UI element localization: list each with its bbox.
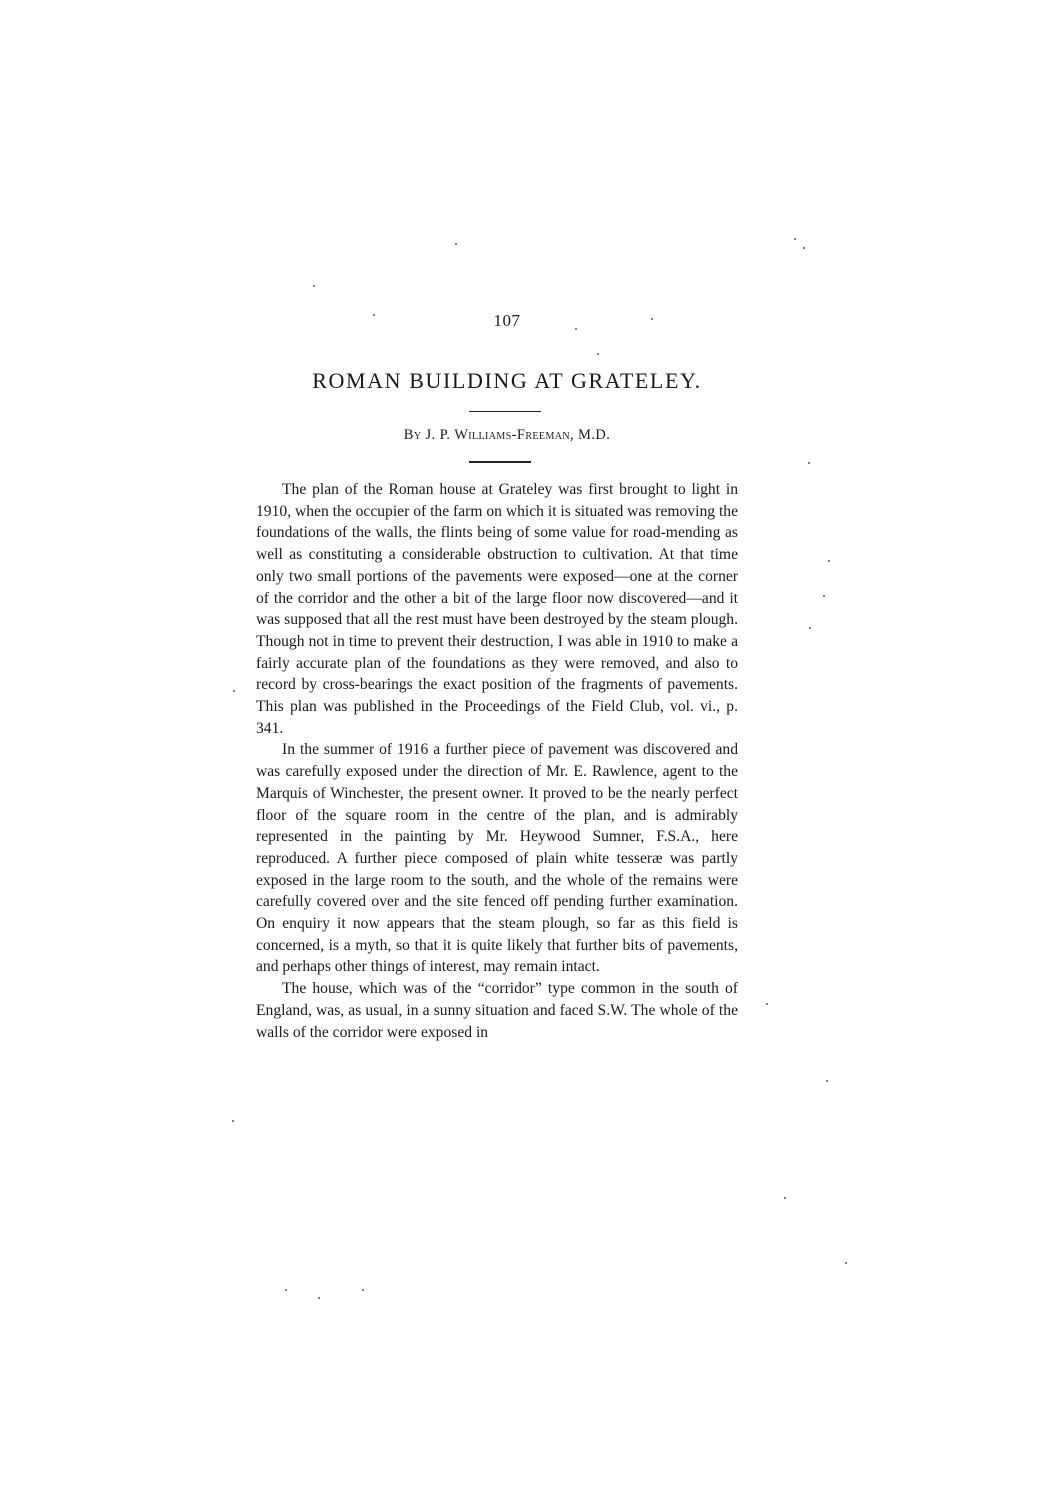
title-rule xyxy=(469,411,541,412)
scan-speck xyxy=(313,285,315,287)
scan-speck xyxy=(828,560,830,562)
scan-speck xyxy=(362,1289,364,1291)
scan-speck xyxy=(808,462,810,464)
scan-speck xyxy=(794,238,796,240)
scan-speck xyxy=(232,1120,234,1122)
scan-speck xyxy=(845,1262,847,1264)
scan-speck xyxy=(784,1197,786,1199)
byline-rule xyxy=(469,461,531,463)
scan-speck xyxy=(651,318,653,320)
paragraph: The plan of the Roman house at Grateley was first brought to light in 1910, when the occupier of the farm on which it is situated was removing the foundations of the walls, the flints being of some value for road-mending as well as constituting a considerable obstruction to cultivation. At that time only two small portions of the pavements were exposed—one at the corner of the corridor and the other a bit of the large floor now discovered—and it was supposed that all the rest must have been destroyed by the steam plough. Though not in time to prevent their destruction, I was able in 1910 to make a fairly accurate plan of the foundations as they were removed, and also to record by cross-bearings the exact position of the fragments of pavements. This plan was published in the Proceedings of the Field Club, vol. vi., p. 341. xyxy=(256,481,738,737)
scan-speck xyxy=(373,314,375,316)
byline-author: J. P. Williams-Freeman, M.D. xyxy=(425,427,611,443)
paragraph: In the summer of 1916 a further piece of pavement was discovered and was carefully exposed under the direction of Mr. E. Rawlence, agent to the Marquis of Winchester, the present owner. It proved to be the nearly perfect floor of the square room in the centre of the plan, and is admirably represented in the painting by Mr. Heywood Sumner, F.S.A., here reproduced. A further piece composed of plain white tesseræ was partly exposed in the large room to the south, and the whole of the remains were carefully covered over and the site fenced off pending further examination. On enquiry it now appears that the steam plough, so far as this field is concerned, is a myth, so that it is quite likely that further bits of pavements, and perhaps other things of interest, may remain intact. xyxy=(256,741,738,976)
scan-speck xyxy=(809,627,811,629)
scan-speck xyxy=(233,690,235,692)
scan-speck xyxy=(803,247,805,249)
article-title: ROMAN BUILDING AT GRATELEY. xyxy=(312,368,702,393)
page-number: 107 xyxy=(493,311,521,330)
scan-speck xyxy=(597,353,599,355)
scan-speck xyxy=(823,595,825,597)
byline-prefix: By xyxy=(403,427,422,443)
byline xyxy=(0,427,1014,444)
scan-speck xyxy=(826,1080,828,1082)
scan-speck xyxy=(455,243,457,245)
scan-speck xyxy=(318,1297,320,1299)
scan-speck xyxy=(285,1289,287,1291)
scan-speck xyxy=(575,328,577,330)
scan-speck xyxy=(766,1003,768,1005)
paragraph: The house, which was of the “corridor” type common in the south of England, was, as usual, in a sunny situation and faced S.W. The whole of the walls of the corridor were exposed in xyxy=(256,980,738,1041)
article-body xyxy=(256,479,738,1043)
